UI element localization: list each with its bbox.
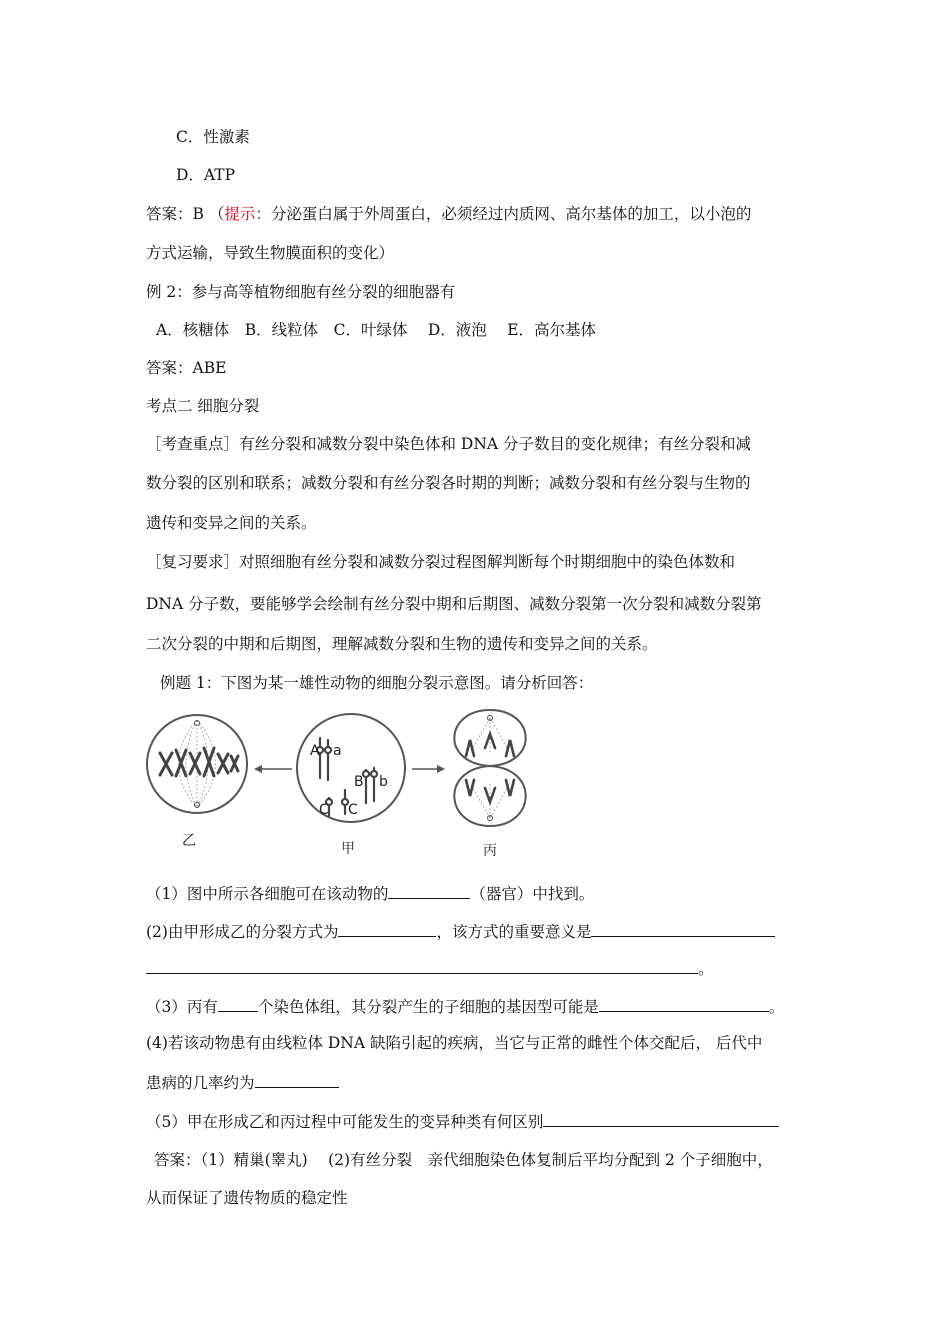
question-2-blank-2	[591, 921, 775, 937]
cell-yi	[147, 715, 247, 813]
focus-line-2: 数分裂的区别和联系；减数分裂和有丝分裂各时期的判断；减数分裂和有丝分裂与生物的	[146, 474, 751, 492]
gene-label-C1: C	[319, 802, 329, 818]
arrow-left	[254, 765, 292, 773]
question-3-text-a: （3）丙有	[146, 998, 218, 1016]
question-3	[146, 996, 784, 1017]
arrow-right	[412, 765, 445, 773]
cell-jia	[297, 714, 405, 822]
review-line-1: ［复习要求］对照细胞有丝分裂和减数分裂过程图解判断每个时期细胞中的染色体数和	[146, 553, 736, 571]
answer-1	[146, 204, 751, 224]
question-1	[146, 883, 594, 904]
question-2-continued	[146, 958, 714, 979]
question-3-blank-2	[599, 996, 769, 1012]
question-1-blank	[388, 883, 470, 899]
focus-line-1: ［考查重点］有丝分裂和减数分裂中染色体和 DNA 分子数目的变化规律；有丝分裂和减	[146, 435, 752, 453]
cell-division-figure	[140, 708, 540, 868]
answer-line-1: 答案：（1）精巢(睾丸) (2)有丝分裂 亲代细胞染色体复制后平均分配到 2 个子细胞中，	[154, 1151, 773, 1169]
question-2-blank-1	[338, 921, 436, 937]
review-line-3: 二次分裂的中期和后期图，理解减数分裂和生物的遗传和变异之间的关系。	[146, 635, 658, 653]
label-bing: 丙	[483, 843, 497, 859]
question-2	[146, 921, 775, 942]
example-2-options: A．核糖体 B．线粒体 C．叶绿体 D．液泡 E．高尔基体	[156, 321, 597, 339]
question-2-end: 。	[698, 960, 714, 978]
option-c: C．性激素	[176, 128, 250, 146]
section-heading: 考点二 细胞分裂	[146, 397, 260, 415]
question-1-text-a: （1）图中所示各细胞可在该动物的	[146, 885, 389, 903]
gene-label-A: A	[310, 743, 320, 759]
question-3-text-b: 个染色体组，其分裂产生的子细胞的基因型可能是	[257, 998, 599, 1016]
answer-1-text: 分泌蛋白属于外周蛋白，必须经过内质网、高尔基体的加工，以小泡的	[270, 205, 752, 223]
review-line-2: DNA 分子数，要能够学会绘制有丝分裂中期和后期图、减数分裂第一次分裂和减数分裂第	[146, 595, 762, 613]
question-4: (4)若该动物患有由线粒体 DNA 缺陷引起的疾病，当它与正常的雌性个体交配后， 后代中	[146, 1034, 763, 1052]
question-5	[146, 1111, 779, 1132]
gene-label-b: b	[379, 774, 388, 790]
question-1-text-b: （器官）中找到。	[470, 885, 595, 903]
question-4-blank	[255, 1072, 339, 1088]
question-4-text-b: 患病的几率约为	[146, 1074, 255, 1092]
question-5-text: （5）甲在形成乙和丙过程中可能发生的变异种类有何区别	[146, 1113, 544, 1131]
question-2-text-b: ，该方式的重要意义是	[436, 923, 592, 941]
example-2-question: 例 2：参与高等植物细胞有丝分裂的细胞器有	[146, 283, 456, 301]
answer-1-prefix: 答案：B （	[146, 205, 225, 223]
focus-line-3: 遗传和变异之间的关系。	[146, 514, 317, 532]
hint-label: 提示：	[224, 205, 271, 223]
gene-label-C2: C	[348, 802, 358, 818]
question-2-blank-3	[146, 958, 698, 974]
question-2-text-a: (2)由甲形成乙的分裂方式为	[146, 923, 339, 941]
answer-1-continued: 方式运输，导致生物膜面积的变化）	[146, 244, 395, 262]
example-question: 例题 1：下图为某一雄性动物的细胞分裂示意图。请分析回答：	[160, 674, 594, 692]
gene-label-a: a	[333, 743, 342, 759]
answer-2: 答案：ABE	[146, 359, 227, 377]
question-4-continued	[146, 1072, 339, 1093]
label-jia: 甲	[341, 841, 355, 857]
question-5-blank	[543, 1111, 779, 1127]
option-d: D．ATP	[176, 166, 236, 184]
question-3-blank-1	[218, 996, 258, 1012]
label-yi: 乙	[182, 833, 196, 849]
question-3-end: 。	[768, 998, 785, 1016]
cell-bing	[454, 710, 525, 826]
gene-label-B: B	[354, 774, 364, 790]
answer-line-2: 从而保证了遗传物质的稳定性	[146, 1189, 348, 1207]
